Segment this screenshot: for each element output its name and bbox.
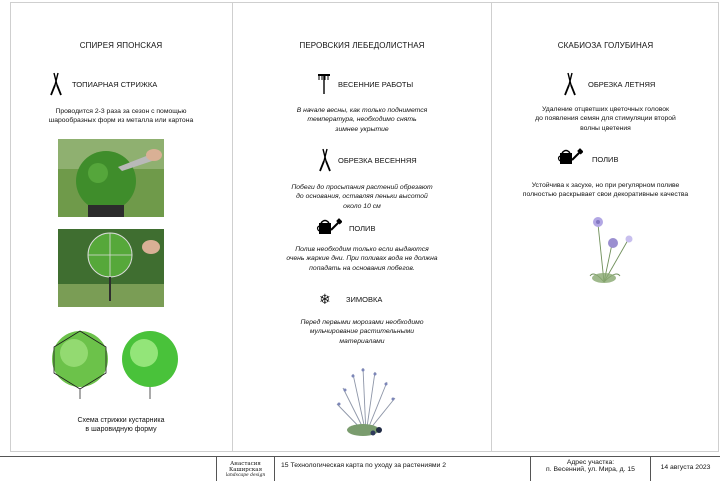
operation-text: В начале весны, как только поднимется температура, необходимо снять зимнее укрытие xyxy=(296,107,428,133)
perovskia-illustration xyxy=(333,364,399,440)
column-spiraea xyxy=(10,2,232,452)
watering-can-icon xyxy=(316,218,342,235)
operation-text: Полив необходим только если выдаются очень жаркие дни. При поливах вода не должна попадать на основания побегов. xyxy=(286,246,438,272)
title-block xyxy=(0,456,720,481)
operation-label: ЗИМОВКА xyxy=(346,295,383,304)
designer-logo: Анастасия Каширская landscape design xyxy=(216,457,274,481)
operation-text: Перед первыми морозами необходимо мульчирование растительными материалами xyxy=(300,319,424,345)
watering-can-icon xyxy=(557,148,583,165)
date-cell xyxy=(650,457,720,481)
snowflake-icon: ❄ xyxy=(319,291,331,307)
sheet-title: 15 Технологическая карта по уходу за растениями 2 xyxy=(281,462,447,469)
scheme-caption: Схема стрижки кустарника в шаровидную форму xyxy=(77,417,165,434)
operation-label: ВЕСЕННИЕ РАБОТЫ xyxy=(338,80,414,89)
plant-title: СКАБИОЗА ГОЛУБИНАЯ xyxy=(557,41,654,50)
photo-cage-shrub xyxy=(58,229,164,307)
operation-text: Побеги до просыпания растений обрезают до основания, оставляя пеньки высотой около 10 см xyxy=(291,184,433,210)
scabiosa-illustration xyxy=(586,210,642,286)
operation-text: Устойчива к засухе, но при регулярном поливе полностью раскрывает свои декоративные качества xyxy=(522,182,689,199)
rake-icon xyxy=(317,73,331,95)
column-perovskia xyxy=(232,2,491,452)
photo-trimming-ball xyxy=(58,139,164,217)
operation-label: ОБРЕЗКА ЛЕТНЯЯ xyxy=(588,80,656,89)
pruning-shears-icon xyxy=(49,72,63,96)
operation-text: Проводится 2-3 раза за сезон с помощью шарообразных форм из металла или картона xyxy=(48,108,194,125)
column-scabiosa xyxy=(491,2,719,452)
plant-title: СПИРЕЯ ЯПОНСКАЯ xyxy=(79,41,163,50)
operation-label: ПОЛИВ xyxy=(349,224,376,233)
sheet-title-cell xyxy=(274,457,530,481)
date-value: 14 августа 2023 xyxy=(660,464,711,471)
pruning-scheme-illustration xyxy=(50,325,190,400)
operation-label: ПОЛИВ xyxy=(592,155,619,164)
address-value: п. Весенний, ул. Мира, д. 15 xyxy=(546,466,635,473)
plant-title: ПЕРОВСКИЯ ЛЕБЕДОЛИСТНАЯ xyxy=(299,41,425,50)
operation-label: ТОПИАРНАЯ СТРИЖКА xyxy=(72,80,158,89)
address-label: Адрес участка: xyxy=(566,459,615,466)
operation-text: Удаление отцветших цветочных головок до появления семян для стимуляции второй волны цветения xyxy=(535,106,676,132)
pruning-shears-icon xyxy=(318,148,332,172)
address-cell xyxy=(530,457,650,481)
operation-label: ОБРЕЗКА ВЕСЕННЯЯ xyxy=(338,156,417,165)
pruning-shears-icon xyxy=(563,72,577,96)
